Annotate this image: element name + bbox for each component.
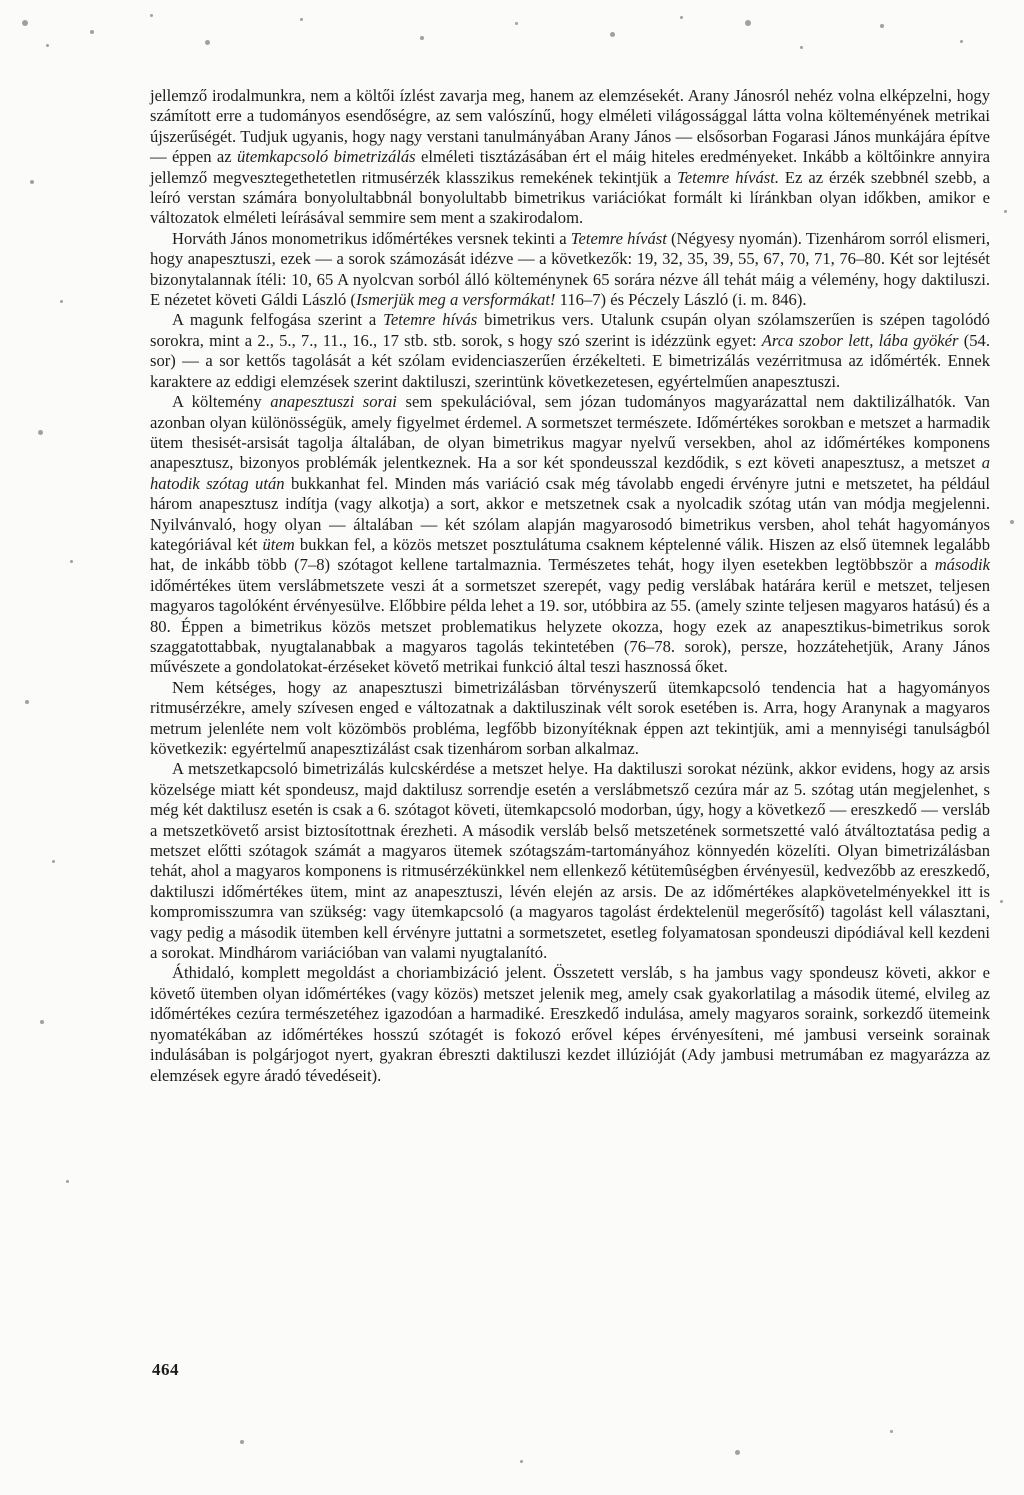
paragraph [150,229,990,311]
italic-run: Ismerjük meg a versformákat! [355,290,556,310]
text-run: A költemény [172,392,271,412]
italic-run: ütemkapcsoló bimetrizálás [236,147,416,167]
text-run: (54. sor) — a sor kettős tagolását a két szólam evidenciaszerűen érzékelteti. E bimetrizálás vezérritmusa az időmérték. Ennek karaktere az eddigi elemzések szerint daktiluszi, szerintünk következetesen, egyértelműen anapesztuszi. [150,330,990,391]
paragraph [150,310,990,392]
text-run: bukkan fel, a közös metszet posztulátuma csaknem képtelenné válik. Hiszen az első ütemnek legalább hat, de inkább több (7–8) szótagot kellene tartalmaznia. Természetes tehát, hogy ilyen esetekben legtöbbször a [150,534,991,575]
paragraph [150,759,990,963]
text-run: A magunk felfogása szerint a [172,310,384,330]
italic-run: Tetemre hívást [570,228,667,248]
text-run: elméleti tisztázásában ért el máig hiteles eredményeket. Inkább a költőinkre annyira jellemző megvesztegethetetlen ritmusérzék klasszikus remekének tekintjük a [150,147,990,187]
italic-run: anapesztuszi sorai [270,392,397,412]
italic-run: második [934,555,990,575]
page-body [150,86,990,1086]
italic-run: a hatodik szótag után [150,453,990,493]
text-run: időmértékes ütem verslábmetszete veszi át a sormetszet szerepét, vagy pedig verslábak határára kerül e metszet, teljesen magyaros tagolóként érvényesülve. Előbbire példa lehet a 19. sor, utóbbira az 55. (amely szinte teljesen magyaros hatású) és a 80. Éppen a bimetrikus közös metszet problematikus helyzete okozza, hogy ezek az anapesztikus-bimetrikus sorok szaggatottabbak, nyugtalanabbak a magyaros tagolás tekintetében (76–78. sorok), persze, hozzátehetjük, Arany János művészete a gondolatokat-érzéseket követő metrikai funkció által teszi hasznossá őket. [150,575,990,677]
text-run: 116–7) és Péczely László (i. m. 846). [555,290,807,310]
text-run: (Négyesy nyomán). Tizenhárom sorról elismeri, hogy anapesztuszi, ezek — a sorok számozását idézve — a következők: 19, 32, 35, 39, 55, 67, 70, 71, 76–80. Két sor lejtését bizonytalannak ítéli: 10, 65 A nyolcvan sorból álló költeménynek 65 sorára nézve áll tehát máig a vélemény, hogy daktiluszi. E nézetet követi Gáldi László ( [150,228,990,310]
italic-run: Tetemre hívás [383,310,478,330]
page-number: 464 [152,1360,179,1379]
paragraph [150,392,990,678]
text-run: bukkanhat fel. Minden más variáció csak még távolabb engedi érvényre jutni e metszetet, ha például három anapesztusz indítja (vagy alkotja) a sort, akkor e metszetnek csak a nyolcadik szótag után van módja megjelenni. Nyilvánvaló, hogy olyan — általában — két szólam alapján magyarosodó bimetrikus versben, ahol tehát hagyományos kategóriával két [150,473,990,554]
text-run: A metszetkapcsoló bimetrizálás kulcskérdése a metszet helye. Ha daktiluszi sorokat nézünk, akkor evidens, hogy az arsis közelsége miatt két spondeusz, majd daktilusz sorrendje esetén a verslábmetsző cezúra már az 5. szótag után megjelenhet, s még két daktilusz esetén is csak a 6. szótagot követi, ütemkapcsoló modorban, úgy, hogy a következő — ereszkedő — versláb a metszetkövető arsist biztosítottnak érezheti. A második versláb belső metszetének sormetszetté való átváltoztatása pedig a metszet előtti szótagok számát a magyaros ütemek szótagszám-tartományához könnyedén közelíti. Olyan bimetrizálásban tehát, ahol a magyaros komponens is ritmusérzékünkkel nem ellenkező kétütemûségben érvényesül, kedvezőbb az ereszkedő, daktiluszi időmértékes ütem, mint az anapesztuszi, lévén elején az arsis. De az időmértékes alapkövetelményekkel itt is kompromisszumra van szükség: vagy ütemkapcsoló (a magyaros tagolást érdektelenül megerősítő) tagolást kell választani, vagy pedig a második ütemben kell érvényre juttatni a sormetszetet, esetleg folyamatosan spondeuszi dipódiával kell kezdeni a sorokat. Mindhárom variációban van valami nyugtalanító. [150,759,990,963]
text-run: Ez az érzék szebbnél szebb, a leíró verstan számára bonyolultabbnál bonyolultabb bimetrikus variációkat formált ki líránkban olyan időkben, amikor e változatok elméleti leírásával semmire sem ment a szakirodalom. [150,167,990,228]
text-run: jellemző irodalmunkra, nem a költői ízlést zavarja meg, hanem az elemzésekét. Arany Jánosról nehéz volna elképzelni, hogy számított erre a tudományos esendőségre, az sem valószínű, hogy elméleti világossággal látta volna költeményének metrikai újszerűségét. Tudjuk ugyanis, hogy nagy verstani tanulmányában Arany János — elsősorban Fogarasi János munkájára építve — éppen az [150,86,990,167]
text-run: bimetrikus vers. Utalunk csupán olyan szólamszerűen is szépen tagolódó sorokra, mint a 2., 5., 7., 11., 16., 17 stb. stb. sorok, s hogy szó szerint is idézzünk egyet: [150,310,990,350]
paragraph [150,678,990,760]
italic-run: ütem [262,534,295,554]
italic-run: Arca szobor lett, lába gyökér [761,330,959,350]
italic-run: Tetemre hívást. [677,167,779,187]
paragraph [150,963,990,1085]
paragraph [150,86,990,229]
text-run: Horváth János monometrikus időmértékes versnek tekinti a [172,228,571,248]
text-run: Áthidaló, komplett megoldást a choriambizáció jelent. Összetett versláb, s ha jambus vagy spondeusz követi, akkor e követő ütemben olyan időmértékes (vagy közös) metszet jelenik meg, amely csak gyakorlatilag a második ütemé, elvileg az időmértékes cezúra természetéhez igazodóan a harmadiké. Ereszkedő indulása, amely magyaros soraink, sorkezdő ütemeink nyomatékában az időmértékes hosszú szótagét is fokozó erővel képes érvényesíteni, mé jambusi verseink sorainak indulásában is polgárjogot nyert, gyakran ébreszti daktiluszi kezdet illúzióját (Ady jambusi metrumában ez magyarázza az elemzések egyre áradó tévedéseit). [150,963,990,1085]
text-run: Nem kétséges, hogy az anapesztuszi bimetrizálásban törvényszerű ütemkapcsoló tendencia hat a hagyományos ritmusérzékre, amely szívesen enged e változatnak a daktiluszinak vélt sorok esetében is. Arra, hogy Aranynak a magyaros metrum jelenléte nem volt közömbös probléma, legfőbb bizonyítéknak éppen azt tekintjük, ami a mennyiségi tanulságból következik: egyértelmű anapesztizálást csak tizenhárom sorban alkalmaz. [150,677,990,758]
text-run: sem spekulációval, sem józan tudományos magyarázattal nem daktilizálhatók. Van azonban olyan különösségük, amely figyelmet érdemel. A sormetszet természete. Időmértékes sorokban e metszet a harmadik ütem thesisét-arsisát tagolja általában, de olyan bimetrikus magyar nyelvű versekben, ahol az időmértékes komponens anapesztusz, bizonyos problémák jelentkeznek. Ha a sor két spondeusszal kezdődik, s ezt követi anapesztusz, a metszet [150,392,990,473]
